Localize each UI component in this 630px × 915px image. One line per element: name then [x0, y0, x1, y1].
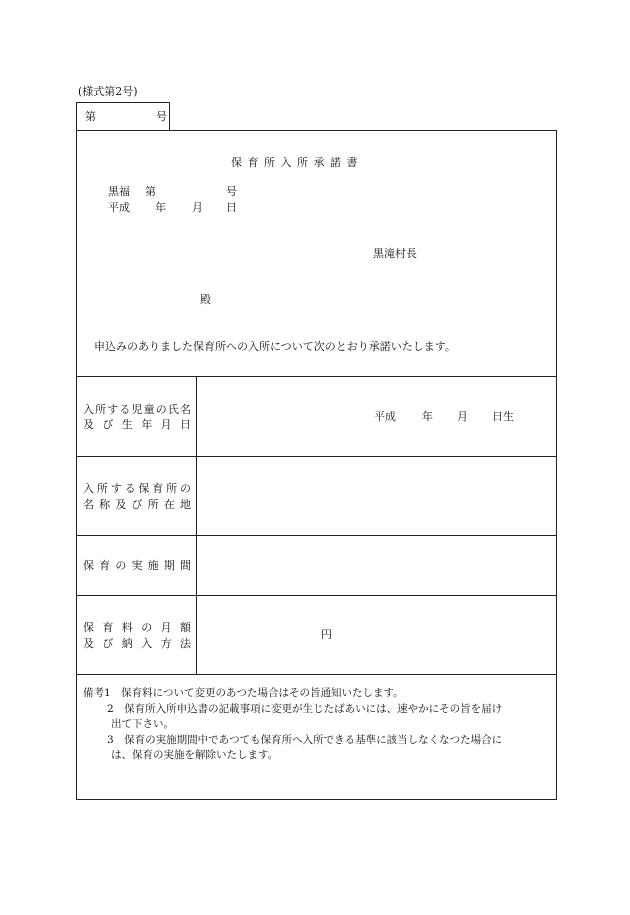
date-month: 月 [192, 201, 203, 214]
note-line: 3 保育の実施期間中であつても保育所へ入所できる基準に該当しなくなつた場合に [107, 734, 503, 746]
table-top-rule [77, 376, 556, 377]
row-label-line: 保 育 料 の 月 額 [83, 621, 191, 634]
approval-statement: 申込みのありました保育所への入所について次のとおり承諾いたします。 [94, 340, 456, 353]
note-line: 出て下さい。 [111, 718, 174, 730]
row-label-line: 及 び 生 年 月 日 [83, 418, 191, 431]
table-row-rule [77, 595, 556, 596]
row-label-line: 名 称 及 び 所 在 地 [83, 498, 191, 511]
number-box-suffix: 号 [156, 110, 167, 123]
row-label-line: 入所する児童の氏名 [83, 403, 191, 416]
form-frame [76, 130, 557, 800]
note-line: は、保育の実施を解除いたします。 [111, 749, 279, 761]
table-row-rule [77, 535, 556, 536]
row-label-line: 入所する保育所の [83, 482, 191, 495]
date-year: 年 [155, 201, 166, 214]
table-bottom-rule [77, 674, 556, 675]
row-label-line: 保 育 の 実 施 期 間 [83, 559, 191, 572]
date-era: 平成 [108, 201, 130, 214]
number-box-prefix: 第 [85, 110, 96, 123]
birth-year: 年 [422, 410, 433, 423]
reference-prefix: 黒福 [108, 185, 130, 198]
issuer: 黒滝村長 [373, 247, 417, 260]
birth-day: 日生 [492, 410, 514, 423]
fee-yen: 円 [321, 628, 332, 641]
recipient-honorific: 殿 [200, 293, 211, 306]
reference-dai: 第 [145, 185, 156, 198]
birth-month: 月 [457, 410, 468, 423]
date-day: 日 [226, 201, 237, 214]
table-column-divider [196, 376, 197, 674]
document-title: 保 育 所 入 所 承 諾 書 [231, 156, 359, 169]
table-row-rule [77, 456, 556, 457]
form-style-label: (様式第2号) [78, 85, 138, 98]
birth-era: 平成 [374, 410, 396, 423]
row-label-line: 及 び 納 入 方 法 [83, 637, 191, 650]
reference-go: 号 [226, 185, 237, 198]
note-line: 2 保育所入所申込書の記載事項に変更が生じたばあいには、速やかにその旨を届け [107, 703, 503, 715]
number-box [76, 102, 170, 130]
note-line: 備考1 保育料について変更のあつた場合はその旨通知いたします。 [83, 687, 404, 699]
